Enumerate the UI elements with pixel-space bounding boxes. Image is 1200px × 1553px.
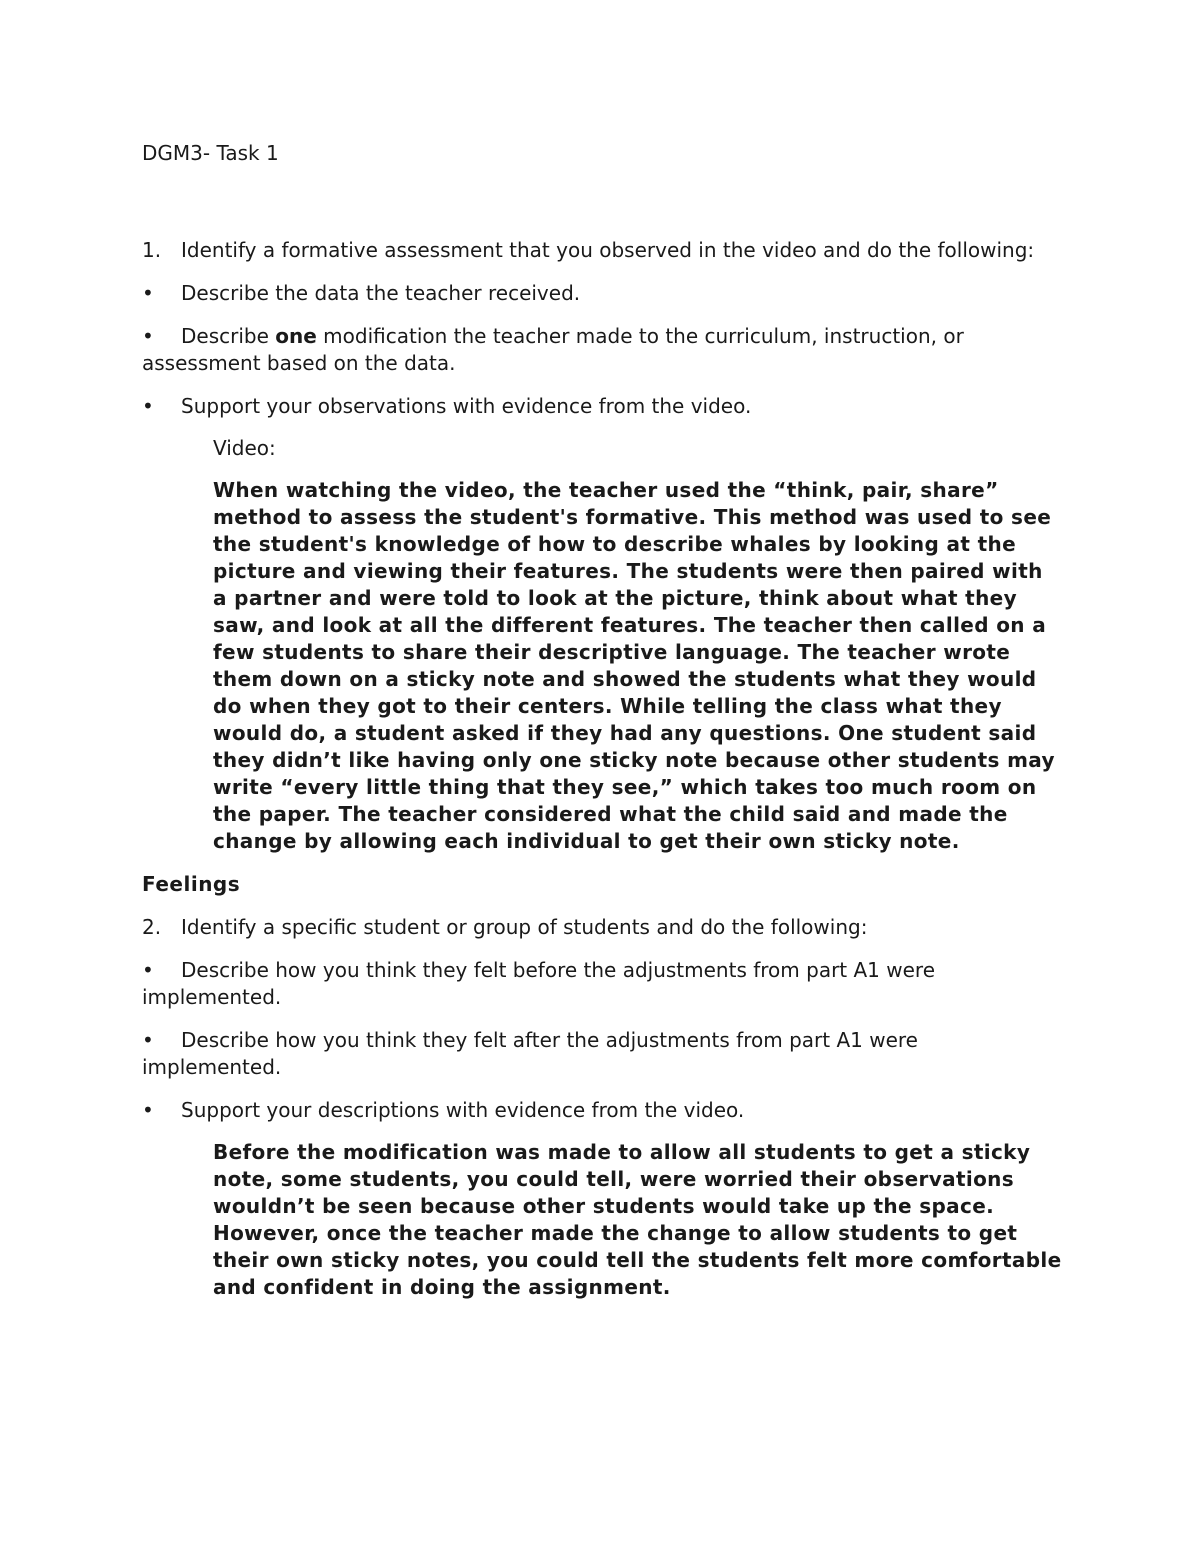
- video-label: Video:: [213, 436, 276, 460]
- bullet-icon: •: [142, 394, 154, 418]
- bullet-icon: •: [142, 1098, 154, 1122]
- document-title: DGM3- Task 1: [142, 141, 279, 165]
- q1-bullet-2: [142, 323, 1062, 377]
- question-2-number: 2.: [142, 915, 162, 939]
- question-1: [142, 237, 1062, 264]
- question-1-text: Identify a formative assessment that you observed in the video and do the following:: [181, 238, 1035, 262]
- q1-bullet-3: [142, 393, 1062, 420]
- q1-bullet-1: [142, 280, 1062, 307]
- bullet-icon: •: [142, 324, 154, 348]
- q1-bullet-2-text-post: modification the teacher made to the curriculum, instruction, or assessment based on the data.: [142, 324, 964, 375]
- q1-bullet-1-text: Describe the data the teacher received.: [181, 281, 581, 305]
- bullet-icon: •: [142, 958, 154, 982]
- q2-bullet-3-text: Support your descriptions with evidence from the video.: [181, 1098, 745, 1122]
- q1-bullet-3-text: Support your observations with evidence from the video.: [181, 394, 752, 418]
- question-2: [142, 914, 1062, 941]
- answer-1: When watching the video, the teacher used the “think, pair, share” method to assess the student's formative. This method was used to see the student's knowledge of how to describe whales by looking at the picture and viewing their features. The students were then paired with a partner and were told to look at the picture, think about what they saw, and look at all the different features. The teacher then called on a few students to share their descriptive language. The teacher wrote them down on a sticky note and showed the students what they would do when they got to their centers. While telling the class what they would do, a student asked if they had any questions. One student said they didn’t like having only one sticky note because other students may write “every little thing that they see,” which takes too much room on the paper. The teacher considered what the child said and made the change by allowing each individual to get their own sticky note.: [213, 478, 1055, 853]
- q2-bullet-1-text: Describe how you think they felt before the adjustments from part A1 were implemented.: [142, 958, 936, 1009]
- q1-bullet-2-text-bold: one: [275, 324, 317, 348]
- question-1-number: 1.: [142, 238, 162, 262]
- answer-2: Before the modification was made to allow all students to get a sticky note, some students, you could tell, were worried their observations wouldn’t be seen because other students would take up the space. However, once the teacher made the change to allow students to get their own sticky notes, you could tell the students felt more comfortable and confident in doing the assignment.: [213, 1140, 1062, 1299]
- q2-bullet-2-text: Describe how you think they felt after the adjustments from part A1 were implemented.: [142, 1028, 918, 1079]
- section-heading-feelings: Feelings: [142, 872, 241, 896]
- question-2-text: Identify a specific student or group of students and do the following:: [181, 915, 868, 939]
- document-page: [142, 140, 1062, 1301]
- bullet-icon: •: [142, 281, 154, 305]
- bullet-icon: •: [142, 1028, 154, 1052]
- q2-bullet-3: [142, 1097, 1062, 1124]
- q1-bullet-2-text-pre: Describe: [181, 324, 276, 348]
- q2-bullet-1: [142, 957, 1062, 1011]
- q2-bullet-2: [142, 1027, 1062, 1081]
